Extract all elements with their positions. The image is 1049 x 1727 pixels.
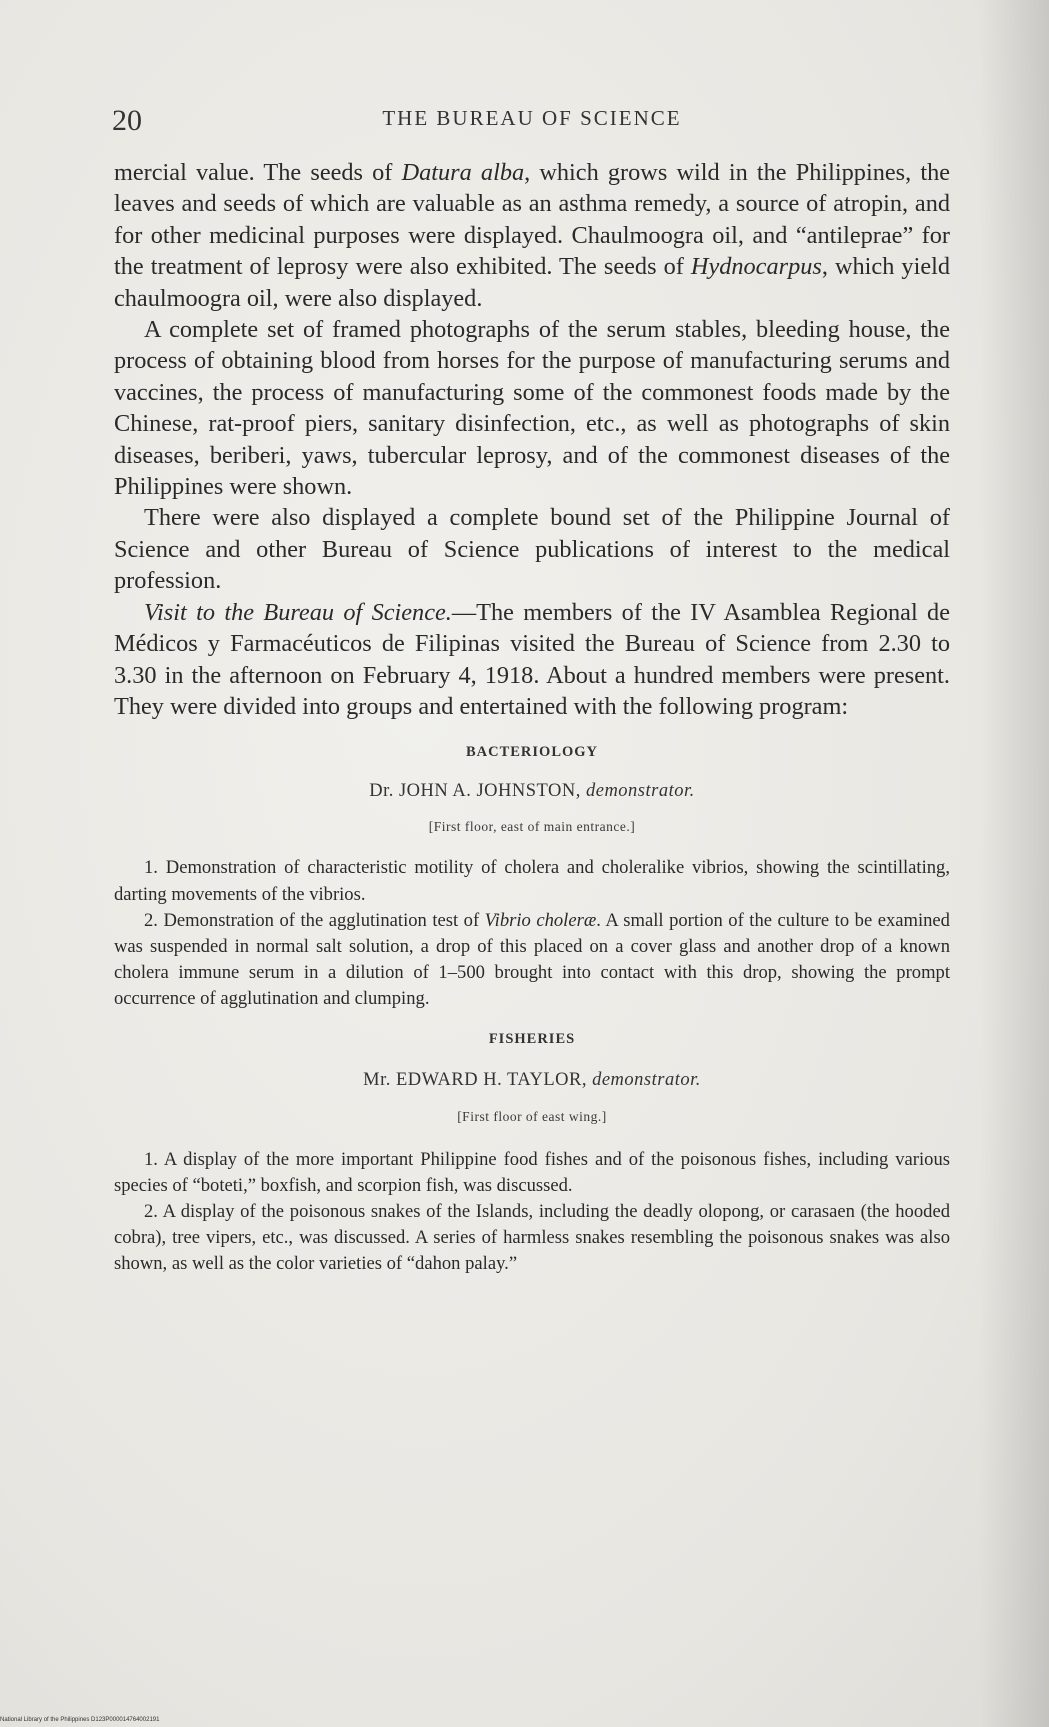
fisheries-demonstrator — [114, 1070, 950, 1091]
demonstrator-name: Dr. JOHN A. JOHNSTON, — [369, 781, 581, 802]
scan-credit: National Library of the Philippines D123P000014764002191 — [0, 1717, 160, 1723]
text-run: mercial value. The seeds of — [114, 159, 402, 186]
running-title: THE BUREAU OF SCIENCE — [382, 106, 682, 130]
demonstrator-role: demonstrator. — [585, 781, 695, 802]
paragraph-visit — [114, 597, 950, 723]
fisheries-item-2: 2. A display of the poisonous snakes of the Islands, including the deadly olopong, or carasaen (the hooded cobra), tree vipers, etc., was discussed. A series of harmless snakes resembling the poisonous snakes was also shown, as well as the color varieties of “dahon palay.” — [114, 1200, 950, 1275]
demonstrator-role: demonstrator. — [592, 1069, 701, 1090]
page-edge-shadow — [979, 0, 1049, 1727]
text-run: , which yield chaulmoogra oil, were also displayed. — [114, 253, 950, 312]
bacteriology-item-1: 1. Demonstration of characteristic motility of cholera and choleralike vibrios, showing the scintillating, darting movements of the vibrios. — [114, 857, 950, 905]
fisheries-item-1: 1. A display of the more important Philippine food fishes and of the poisonous fishes, including various species of “boteti,” boxfish, and scorpion fish, was discussed. — [114, 1148, 950, 1196]
paragraph-photographs: A complete set of framed photographs of the serum stables, bleeding house, the process of obtaining blood from horses for the purpose of manufacturing serums and vaccines, the process of manufacturing some of the commonest foods made by the Chinese, rat-proof piers, sanitary disinfection, etc., as well as photographs of skin diseases, beriberi, yaws, tubercular leprosy, and of the commonest diseases of the Philippines were shown. — [114, 316, 950, 501]
text-run: —The members of the IV Asamblea Regional de Médicos y Farmacéuticos de Filipinas visited the Bureau of Science from 2.30 to 3.30 in the afternoon on February 4, 1918. About a hundred members were present. They were divided into groups and entertained with the following program: — [114, 598, 950, 720]
italic-hydnocarpus: Hydnocarpus — [690, 253, 822, 281]
demonstrator-name: Mr. EDWARD H. TAYLOR, — [363, 1069, 587, 1090]
page-number: 20 — [112, 104, 142, 137]
heading-fisheries: FISHERIES — [488, 1030, 576, 1047]
bacteriology-location: [First floor, east of main entrance.] — [428, 819, 636, 835]
paragraph-medicinal-plants — [114, 157, 950, 314]
bacteriology-demonstrator — [114, 781, 950, 802]
italic-datura: Datura alba — [401, 159, 525, 186]
text-run: . A small portion of the culture to be examined was suspended in normal salt solution, a drop of this placed on a cover glass and another drop of a known cholera immune serum in a dilution of 1–500 brought into contact with this drop, showing the prompt occurrence of agglutination and clumping. — [114, 909, 950, 1010]
page-body — [114, 157, 950, 1278]
italic-visit-title: Visit to the Bureau of Science. — [144, 598, 452, 626]
bacteriology-item-2 — [114, 908, 950, 1013]
fisheries-location: [First floor of east wing.] — [457, 1108, 607, 1124]
paragraph-journal: There were also displayed a complete bound set of the Philippine Journal of Science and other Bureau of Science publications of interest to the medical profession. — [114, 504, 950, 595]
heading-bacteriology: BACTERIOLOGY — [465, 744, 599, 761]
text-run: 2. Demonstration of the agglutination test of — [144, 909, 485, 931]
text-run: , which grows wild in the Philippines, the leaves and seeds of which are valuable as an asthma remedy, a source of atropin, and for other medicinal purposes were displayed. Chaulmoogra oil, and “antileprae” for the treatment of leprosy were also exhibited. The seeds of — [114, 159, 951, 281]
italic-vibrio: Vibrio choleræ — [484, 909, 597, 931]
page-header — [112, 100, 952, 140]
